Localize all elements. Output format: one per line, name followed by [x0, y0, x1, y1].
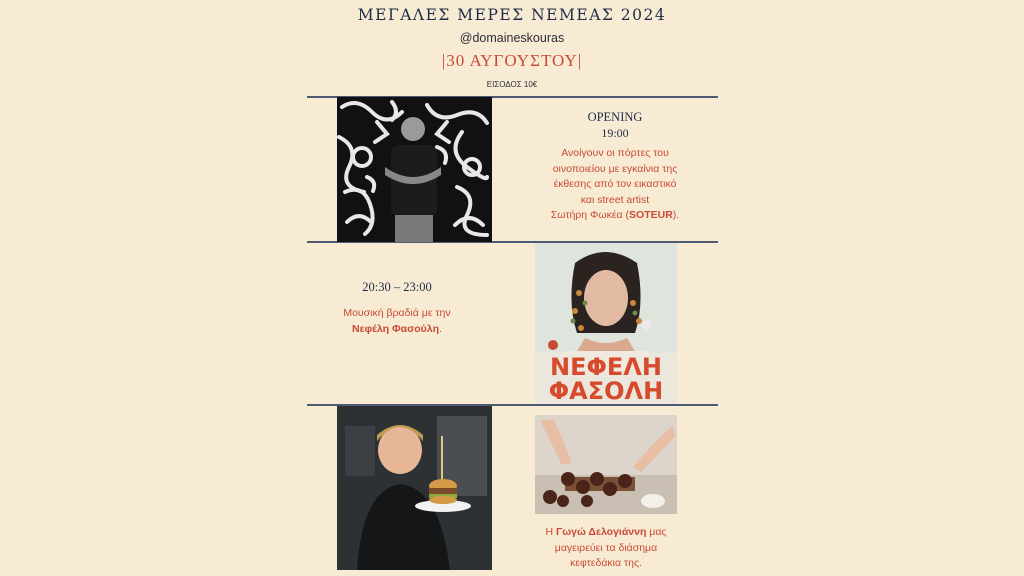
- opening-time: 19:00: [601, 126, 629, 140]
- opening-artist-line: Σωτήρη Φωκέα (SOTEUR).: [550, 209, 680, 221]
- instagram-handle: @domaineskouras: [459, 31, 565, 45]
- food-description: Η Γωγώ Δελογιάννη μας μαγειρεύει τα διάσημα κεφτεδάκια της.: [545, 526, 667, 569]
- opening-line: Ανοίγουν οι πόρτες του: [561, 147, 669, 159]
- opening-line: έκθεσης από τον εικαστικό: [553, 178, 677, 190]
- opening-line: και street artist: [580, 193, 650, 206]
- opening-label: OPENING: [587, 110, 643, 124]
- singer-name: Νεφέλη Φασούλη: [352, 322, 440, 335]
- poster-title: ΝΕΦΕΛΗ ΦΑΣΟΛΗ: [548, 353, 664, 404]
- music-time: 20:30 – 23:00: [362, 280, 432, 294]
- event-title: ΜΕΓΑΛΕΣ ΜΕΡΕΣ ΝΕΜΕΑΣ 2024: [357, 6, 667, 24]
- chef-photo: [337, 406, 492, 570]
- opening-line: οινοποιείου με εγκαίνια της: [552, 162, 678, 175]
- meatballs-photo: [535, 415, 677, 514]
- artist-photo: [337, 97, 492, 242]
- event-date: |30 ΑΥΓΟΥΣΤΟΥ|: [441, 51, 583, 70]
- chef-name: Γωγώ Δελογιάννη: [556, 526, 647, 538]
- singer-poster: [535, 243, 677, 404]
- artist-name: SOTEUR: [629, 209, 673, 221]
- music-description: Μουσική βραδιά με την Νεφέλη Φασούλη.: [343, 307, 451, 335]
- opening-description: [495, 146, 735, 224]
- entry-fee: ΕΙΣΟΔΟΣ 10€: [486, 80, 538, 89]
